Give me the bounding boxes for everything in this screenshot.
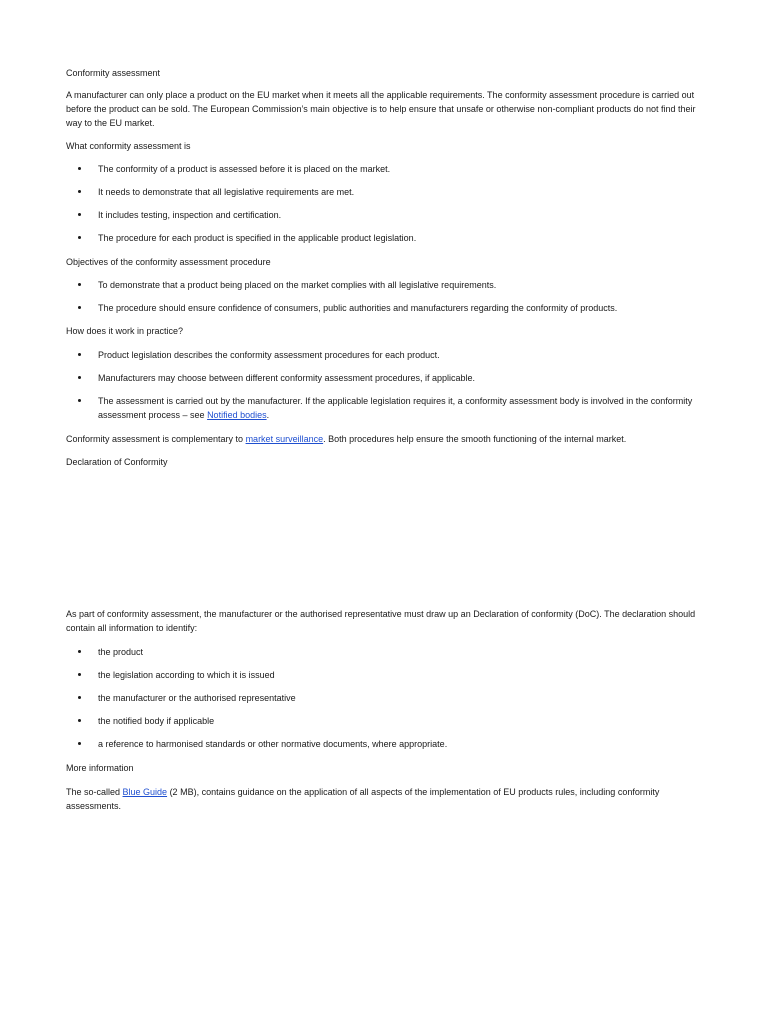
market-surveillance-link[interactable]: market surveillance bbox=[245, 434, 324, 444]
heading-how-it-works: How does it work in practice? bbox=[66, 326, 184, 336]
complementary-paragraph bbox=[66, 432, 702, 446]
blue-guide-text-after: (2 MB), contains guidance on the application of all aspects of the implementation of EU products rules, including conformity assessments. bbox=[66, 787, 660, 811]
list-item: It needs to demonstrate that all legislative requirements are met. bbox=[66, 185, 702, 199]
heading-objectives: Objectives of the conformity assessment procedure bbox=[66, 257, 271, 267]
list-item: The procedure should ensure confidence of consumers, public authorities and manufacturers regarding the conformity of products. bbox=[66, 301, 702, 315]
list-item: The conformity of a product is assessed before it is placed on the market. bbox=[66, 162, 702, 176]
list-item: the notified body if applicable bbox=[66, 714, 702, 728]
blue-guide-paragraph bbox=[66, 785, 702, 813]
doc-paragraph: As part of conformity assessment, the manufacturer or the authorised representative must draw up an Declaration of conformity (DoC). The declaration should contain all information to identify: bbox=[66, 609, 696, 633]
notified-bodies-link[interactable]: Notified bodies bbox=[207, 410, 267, 420]
list-item: The procedure for each product is specified in the applicable product legislation. bbox=[66, 231, 702, 245]
list-item: the legislation according to which it is issued bbox=[66, 668, 702, 682]
list-item: the product bbox=[66, 645, 702, 659]
blue-guide-link[interactable]: Blue Guide bbox=[122, 787, 168, 797]
heading-what-conformity-assessment-is: What conformity assessment is bbox=[66, 141, 191, 151]
practice-item3-end: . bbox=[266, 410, 270, 420]
complementary-text-before: Conformity assessment is complementary to bbox=[66, 434, 246, 444]
intro-paragraph: A manufacturer can only place a product on the EU market when it meets all the applicable requirements. The conformity assessment procedure is carried out before the product can be sold. The European Commission’s main objective is to help ensure that unsafe or otherwise non-compliant products do not find their way to the EU market. bbox=[66, 90, 696, 128]
list-item: a reference to harmonised standards or other normative documents, where appropriate. bbox=[66, 737, 702, 751]
list-item bbox=[66, 394, 702, 422]
objectives-list bbox=[66, 278, 702, 315]
list-item: Manufacturers may choose between different conformity assessment procedures, if applicable. bbox=[66, 371, 702, 385]
list-item: the manufacturer or the authorised representative bbox=[66, 691, 702, 705]
doc-list bbox=[66, 645, 702, 751]
list-item: Product legislation describes the conformity assessment procedures for each product. bbox=[66, 348, 702, 362]
heading-more-information: More information bbox=[66, 763, 134, 773]
list-item: To demonstrate that a product being placed on the market complies with all legislative requirements. bbox=[66, 278, 702, 292]
complementary-text-after: . Both procedures help ensure the smooth functioning of the internal market. bbox=[323, 434, 627, 444]
heading-conformity-assessment: Conformity assessment bbox=[66, 68, 161, 78]
blue-guide-text-before: The so-called bbox=[66, 787, 123, 797]
list-item: It includes testing, inspection and certification. bbox=[66, 208, 702, 222]
practice-item3-text: The assessment is carried out by the manufacturer. If the applicable legislation requires it, a conformity assessment body is involved in the conformity assessment process – see bbox=[98, 396, 693, 420]
heading-declaration-of-conformity: Declaration of Conformity bbox=[66, 457, 168, 467]
practice-list bbox=[66, 348, 702, 422]
what-list bbox=[66, 162, 702, 245]
